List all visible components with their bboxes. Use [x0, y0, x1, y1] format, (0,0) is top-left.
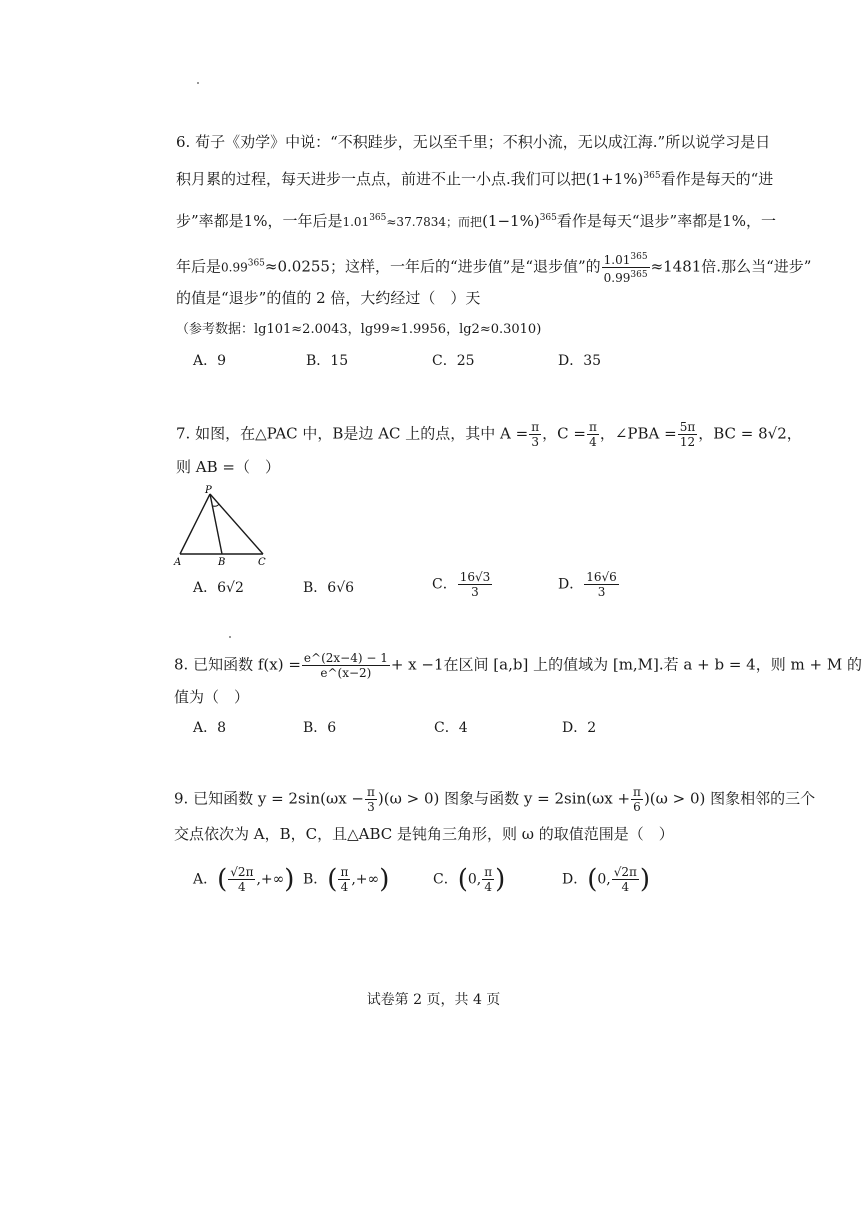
- label-c: C: [258, 557, 266, 568]
- q7-triangle-figure: [170, 482, 280, 572]
- q6-line3: 步”率都是1%，一年后是$1.01^{365}\approx 37.7834$；而把$(1-1\%)^{365}$看作是每天“退步”率都是1%，一: [176, 212, 777, 230]
- q8-option-d: D．2: [562, 720, 597, 736]
- scan-speck: [197, 82, 199, 84]
- q9-option-a: A．( $\frac{√2\pi}{4}$ ,+∞): [193, 864, 295, 895]
- label-a: A: [174, 557, 182, 568]
- label-p: P: [205, 485, 212, 496]
- q8-line2: 值为（ ）: [174, 688, 250, 706]
- q7-line1: 7. 如图，在△PAC 中，B是边 AC 上的点，其中 A = $\frac{\pi}{3}$ ，C = $\frac{\pi}{4}$ ，∠PBA = $\frac{5\pi}{12}$ ，BC = 8√2，: [176, 420, 802, 449]
- q7-option-c: C． $\frac{16√3}{3}$: [432, 570, 491, 599]
- q7-option-a: A．6√2: [193, 580, 244, 596]
- q6-line2: 积月累的过程，每天进步一点点，前进不止一小点.我们可以把$(1+1\%)^{365}$看作是每天的“进: [176, 170, 774, 188]
- scan-speck: [229, 636, 231, 638]
- page-footer: 试卷第 2 页，共 4 页: [366, 992, 501, 1008]
- q6-line5: 的值是“退步”的值的 2 倍，大约经过（ ）天: [176, 289, 481, 307]
- q9-line1: 9. 已知函数 y = 2sin(ωx − $\frac{\pi}{3}$ )(ω > 0) 图象与函数 y = 2sin(ωx + $\frac{\pi}{6}$ )(ω > 0) 图象相邻的三个: [174, 785, 816, 814]
- q8-option-a: A．8: [193, 720, 227, 736]
- q7-option-d: D． $\frac{16√6}{3}$: [558, 570, 617, 599]
- q8-option-b: B．6: [303, 720, 337, 736]
- q6-option-a: A．9: [193, 353, 227, 369]
- q6-option-b: B．15: [306, 353, 349, 369]
- q6-reference-data: （参考数据：lg101≈2.0043，lg99≈1.9956，lg2≈0.3010): [176, 322, 542, 337]
- q6-ratio-fraction: $\frac{1.01^{365}}{0.99^{365}}$: [603, 252, 648, 285]
- q9-option-d: D．(0, $\frac{√2\pi}{4}$ ): [562, 864, 651, 895]
- q6-option-d: D．35: [558, 353, 602, 369]
- q8-option-c: C．4: [434, 720, 468, 736]
- label-b: B: [218, 557, 226, 568]
- q7-line2: 则 AB =（ ）: [176, 458, 280, 476]
- q6-line4: 年后是$0.99^{365}\approx 0.0255$；这样，一年后的“进步值”是“退步值”的 $\frac{1.01^{365}}{0.99^{365}}$ ≈1481倍.那么当“进步”: [176, 252, 812, 285]
- q9-line2: 交点依次为 A，B，C，且△ABC 是钝角三角形，则 ω 的取值范围是（ ）: [174, 825, 674, 843]
- q8-line1: 8. 已知函数 f(x) = $\frac{e\^{}(2x-4) - 1}{e\^{}(x-2)}$ + x −1在区间 [a,b] 上的值域为 [m,M].若 a + b = 4，则 m + M 的: [174, 651, 862, 680]
- q6-option-c: C．25: [432, 353, 475, 369]
- q9-option-c: C．(0, $\frac{\pi}{4}$ ): [433, 864, 506, 895]
- q9-option-b: B．( $\frac{\pi}{4}$ ,+∞): [303, 864, 390, 895]
- q6-line1: 6. 荀子《劝学》中说：“不积跬步，无以至千里；不积小流，无以成江海.”所以说学习是日: [176, 133, 771, 151]
- q7-option-b: B．6√6: [303, 580, 355, 596]
